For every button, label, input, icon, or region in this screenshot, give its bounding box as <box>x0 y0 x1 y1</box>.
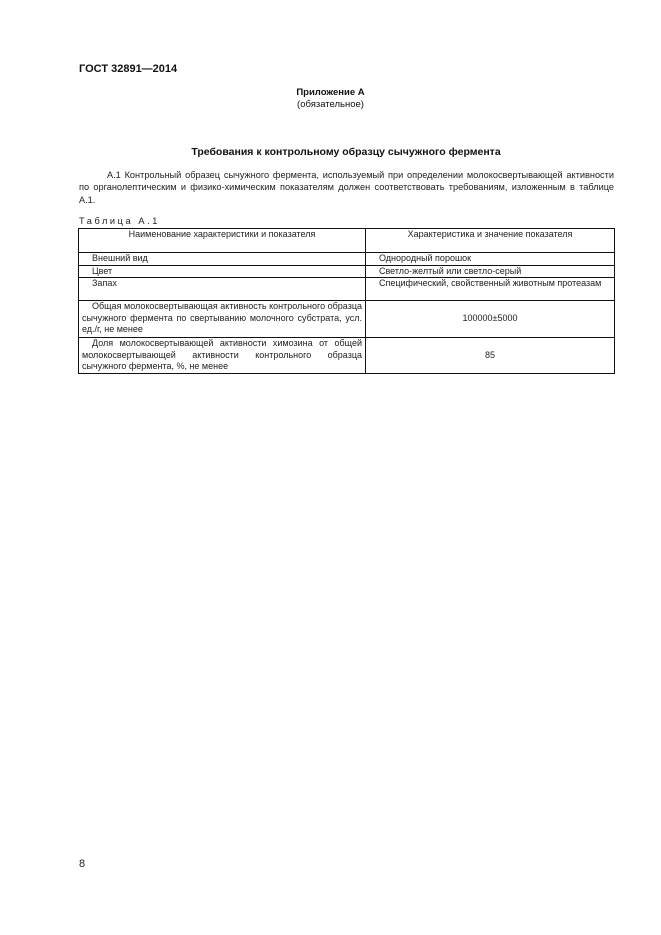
table-row <box>79 278 615 301</box>
requirements-table <box>78 228 615 374</box>
column-header-name: Наименование характеристики и показателя <box>79 229 366 253</box>
row-value: Светло-желтый или светло-серый <box>366 265 615 278</box>
table-caption: Таблица А.1 <box>79 216 160 226</box>
row-name: Доля молокосвертывающей активности химозина от общей молокосвертывающей активности контрольного образца сычужного фермента, %, не менее <box>79 338 366 374</box>
row-value: 85 <box>366 338 615 374</box>
row-value: 100000±5000 <box>366 301 615 338</box>
row-name: Запах <box>79 278 366 301</box>
column-header-value: Характеристика и значение показателя <box>366 229 615 253</box>
row-name: Внешний вид <box>79 253 366 266</box>
table-row <box>79 338 615 374</box>
row-value: Специфический, свойственный животным протеазам <box>366 278 615 301</box>
table-header-row <box>79 229 615 253</box>
row-name: Цвет <box>79 265 366 278</box>
row-value: Однородный порошок <box>366 253 615 266</box>
page-number: 8 <box>79 858 86 870</box>
standard-code: ГОСТ 32891—2014 <box>79 63 178 75</box>
appendix-status: (обязательное) <box>297 99 364 110</box>
table-row <box>79 301 615 338</box>
paragraph-a1 <box>79 169 614 206</box>
section-title: Требования к контрольному образцу сычужного фермента <box>191 146 501 158</box>
table-row <box>79 265 615 278</box>
row-name: Общая молокосвертывающая активность контрольного образца сычужного фермента по свертыванию молочного субстрата, усл. ед./г, не менее <box>79 301 366 338</box>
appendix-heading <box>0 87 661 111</box>
table-row <box>79 253 615 266</box>
appendix-title: Приложение А <box>296 87 365 98</box>
paragraph-a1-text: А.1 Контрольный образец сычужного фермента, используемый при определении молокосвертывающей активности по органолептическим и физико-химическим показателям должен соответствовать требованиям, изложенным в таблице А.1. <box>79 170 614 205</box>
